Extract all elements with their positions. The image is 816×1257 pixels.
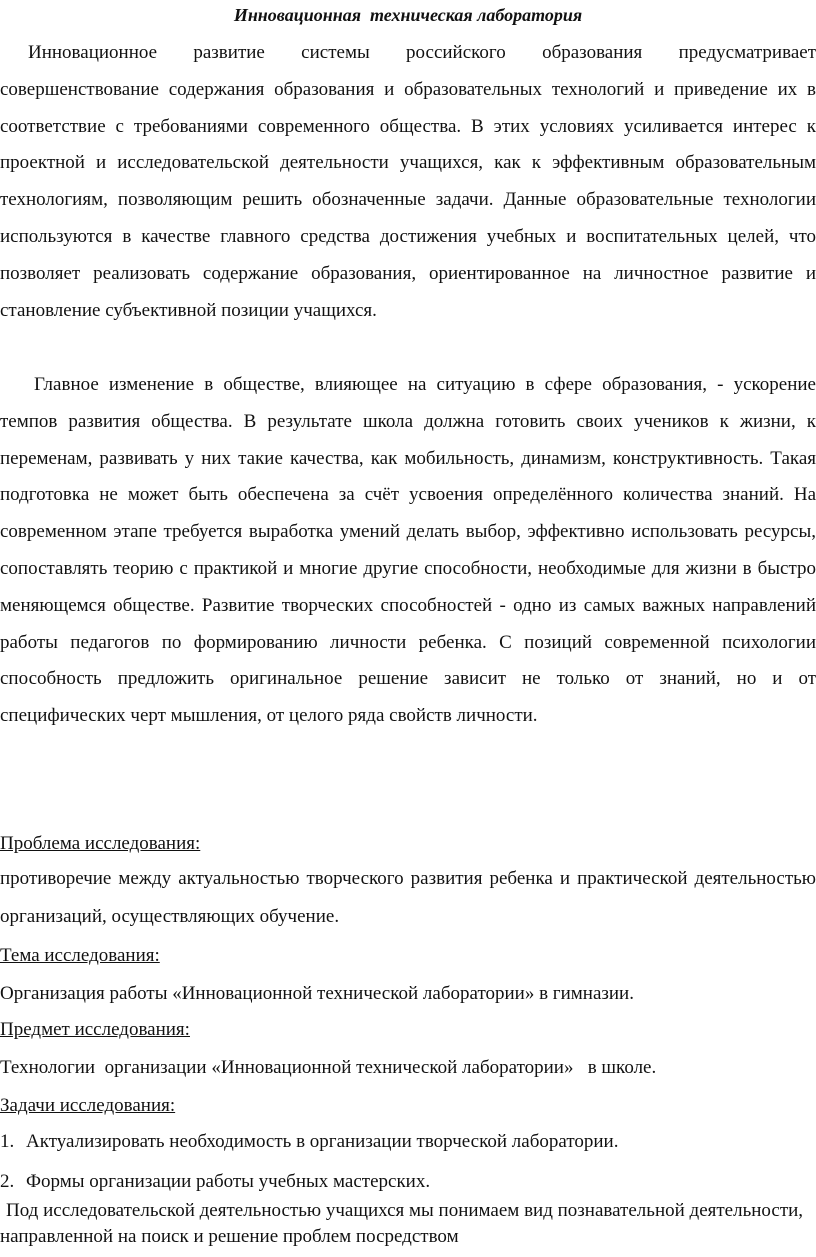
list-item-number: 2. [0,1171,15,1192]
tasks-heading: Задачи исследования: [0,1095,176,1116]
list-item-text: Актуализировать необходимость в организации творческой лаборатории. [26,1131,619,1152]
list-item [0,1170,430,1194]
problem-text: противоречие между актуальностью творческого развития ребенка и практической деятельностью организаций, осуществляющих обучение. [0,868,816,927]
problem-heading: Проблема исследования: [0,833,201,854]
document-title: Инновационная техническая лаборатория [233,5,583,25]
list-item-number: 1. [0,1131,15,1152]
topic-heading: Тема исследования: [0,945,160,966]
intro-paragraph: Инновационное развитие системы российского образования предусматривает совершенствование содержания образования и образовательных технологий и приведение их в соответствие с требованиями современного общества. В этих условиях усиливается интерес к проектной и исследовательской деятельности учащихся, как к эффективным образовательным технологиям, позволяющим решить обозначенные задачи. Данные образовательные технологии используются в качестве главного средства достижения учебных и воспитательных целей, что позволяет реализовать содержание образования, ориентированное на личностное развитие и становление субъективной позиции учащихся. [0,42,816,321]
list-item [0,1130,618,1154]
subject-text: Технологии организации «Инновационной технической лаборатории» в школе. [0,1057,657,1078]
list-item-text: Формы организации работы учебных мастерских. [26,1171,431,1192]
context-paragraph: Главное изменение в обществе, влияющее на ситуацию в сфере образования, - ускорение темпов развития общества. В результате школа должна готовить своих учеников к жизни, к переменам, развивать у них такие качества, как мобильность, динамизм, конструктивность. Такая подготовка не может быть обеспечена за счёт усвоения определённого количества знаний. На современном этапе требуется выработка умений делать выбор, эффективно использовать ресурсы, сопоставлять теорию с практикой и многие другие способности, необходимые для жизни в быстро меняющемся обществе. Развитие творческих способностей - одно из самых важных направлений работы педагогов по формированию личности ребенка. С позиций современной психологии способность предложить оригинальное решение зависит не только от знаний, но и от специфических черт мышления, от целого ряда свойств личности. [0,374,816,727]
closing-paragraph: Под исследовательской деятельностью учащихся мы понимаем вид познавательной деятельности, направленной на поиск и решение проблем посредством [0,1200,804,1247]
topic-text: Организация работы «Инновационной технической лаборатории» в гимназии. [0,983,634,1004]
subject-heading: Предмет исследования: [0,1019,190,1040]
